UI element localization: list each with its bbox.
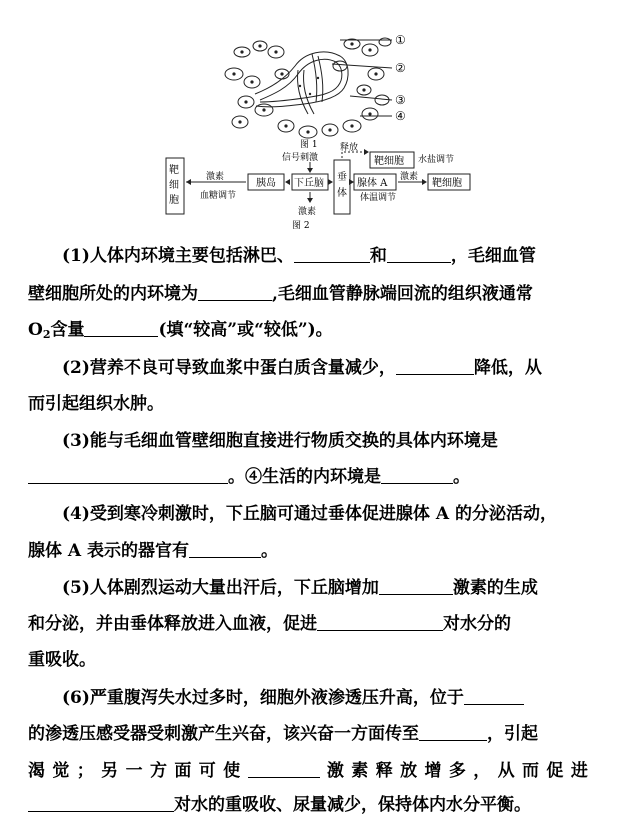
label-signal: 信号刺激 <box>282 153 319 163</box>
node-pituitary-1: 垂 <box>337 172 347 183</box>
q1-blank-2[interactable] <box>387 246 451 263</box>
q6-line-2: 的渗透压感受器受刺激产生兴奋，该兴奋一方面传至 ，引起 <box>28 724 538 744</box>
node-hypothalamus: 下丘脑 <box>294 178 324 189</box>
label-hormone-down: 激素 <box>298 207 317 217</box>
label-hormone-right: 激素 <box>400 172 419 182</box>
label-1: ① <box>395 33 406 47</box>
q4-line-2: 腺体 A 表示的器官有 。 <box>28 541 279 561</box>
q5-line-3: 重吸收。 <box>28 650 96 670</box>
q2-blank-1[interactable] <box>396 358 474 375</box>
node-target-cell-right: 靶细胞 <box>432 178 462 189</box>
label-release: 释放 <box>340 143 359 153</box>
label-water-salt: 水盐调节 <box>418 155 455 165</box>
q3-blank-2[interactable] <box>381 467 453 484</box>
node-target-cell-top: 靶细胞 <box>374 156 404 167</box>
tissue-diagram <box>200 30 430 150</box>
q3-line-2: 。④生活的内环境是 。 <box>28 467 588 487</box>
q6-blank-4[interactable] <box>28 795 174 812</box>
label-4: ④ <box>395 109 406 123</box>
q2-line-2: 而引起组织水肿。 <box>28 394 164 414</box>
q4-blank-1[interactable] <box>189 541 261 558</box>
node-pituitary-2: 体 <box>337 188 347 199</box>
label-hormone-left: 激素 <box>206 172 225 182</box>
q6-blank-1[interactable] <box>464 688 524 705</box>
q5-blank-2[interactable] <box>317 614 443 631</box>
q1-line-3: $O_2$含量 (填“较高”或“较低”)。 <box>28 320 333 341</box>
q1-blank-4[interactable] <box>84 320 158 337</box>
label-2: ② <box>395 61 406 75</box>
label-blood-sugar: 血糖调节 <box>200 191 237 201</box>
node-target-cell-left-1: 靶 <box>169 165 179 176</box>
q6-line-4: 对水的重吸收、尿量减少，保持体内水分平衡。 <box>28 795 588 815</box>
node-gland-a: 腺体 A <box>357 178 388 189</box>
node-target-cell-left-3: 胞 <box>169 195 179 206</box>
label-temperature: 体温调节 <box>360 193 397 203</box>
q5-blank-1[interactable] <box>379 578 453 595</box>
q5-line-2: 和分泌，并由垂体释放进入血液，促进 对水分的 <box>28 614 511 634</box>
q6-line-1: (6)严重腹泻失水过多时，细胞外液渗透压升高，位于 <box>28 688 622 708</box>
node-islet: 胰岛 <box>256 178 276 189</box>
q2-line-1: (2)营养不良可导致血浆中蛋白质含量减少， 降低，从 <box>62 358 542 378</box>
figure-2-caption: 图 2 <box>292 221 310 231</box>
q4-line-1: (4)受到寒冷刺激时，下丘脑可通过垂体促进腺体 A 的分泌活动， <box>62 504 557 524</box>
figure-1-caption: 图 1 <box>300 140 318 150</box>
q6-line-3: 渴 觉 ； 另 一 方 面 可 使 激 素 释 放 增 多 ， 从 而 促 进 <box>28 761 588 781</box>
label-3: ③ <box>395 93 406 107</box>
q1-blank-3[interactable] <box>198 284 272 301</box>
q1-blank-1[interactable] <box>294 246 370 263</box>
q3-blank-1[interactable] <box>28 467 228 484</box>
q6-blank-2[interactable] <box>419 724 487 741</box>
q5-line-1: (5)人体剧烈运动大量出汗后，下丘脑增加 激素的生成 <box>62 578 538 598</box>
figure-1 <box>200 30 430 150</box>
q1-line-1: (1)人体内环境主要包括淋巴、 和 ，毛细血管 <box>62 246 536 266</box>
q1-line-2: 壁细胞所处的内环境为 ,毛细血管静脉端回流的组织液通常 <box>28 284 533 304</box>
node-target-cell-left-2: 细 <box>169 180 179 191</box>
q6-blank-3[interactable] <box>248 761 320 778</box>
q3-line-1: (3)能与毛细血管壁细胞直接进行物质交换的具体内环境是 <box>62 431 498 451</box>
